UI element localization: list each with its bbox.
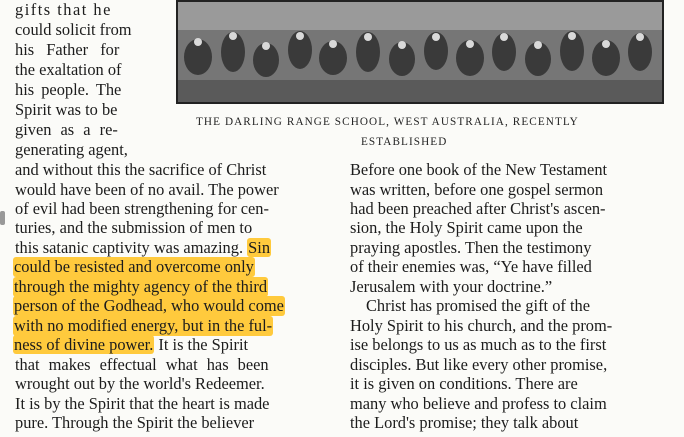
highlighted-text: ness of divine power. <box>14 335 154 354</box>
text-line: the exaltation of <box>15 60 122 79</box>
text-plain: this satanic captivity was amazing. <box>15 238 244 257</box>
text-line: that makes effectual what has been <box>15 355 269 374</box>
photo-image <box>178 2 662 102</box>
highlighted-text: person of the Godhead, who would come <box>14 296 284 315</box>
text-line: wrought out by the world's Redeemer. <box>15 374 265 393</box>
text-line: it is given on conditions. There are <box>350 374 578 393</box>
text-line: Jerusalem with your doctrine.” <box>350 277 553 296</box>
text-line: was written, before one gospel sermon <box>350 180 604 199</box>
text-line: given as a re- <box>15 120 118 139</box>
text-line: would have been of no avail. The power <box>15 180 279 199</box>
text-line: pure. Through the Spirit the believer <box>15 413 255 432</box>
text-line: Christ has promised the gift of the <box>366 296 590 315</box>
text-line: ise belongs to us as much as to the first <box>350 335 607 354</box>
text-line: the Lord's promise; they talk about <box>350 413 579 432</box>
text-line: many who believe and profess to claim <box>350 394 607 413</box>
text-line: could solicit from <box>15 20 132 39</box>
highlighted-text: through the mighty agency of the third <box>14 277 268 296</box>
text-line: Before one book of the New Testament <box>350 160 608 179</box>
text-line <box>13 335 248 355</box>
figure-caption-line1: THE DARLING RANGE SCHOOL, WEST AUSTRALIA, RECENTLY <box>196 116 579 128</box>
text-line: his people. The <box>15 80 122 99</box>
highlighted-text: Sin <box>248 238 271 257</box>
text-line: sion, the Holy Spirit came upon the <box>350 218 583 237</box>
text-line: Holy Spirit to his church, and the prom- <box>350 316 613 335</box>
text-line: of evil had been strengthening for cen- <box>15 199 269 218</box>
text-line <box>15 238 271 258</box>
text-plain: It is the Spirit <box>158 335 249 354</box>
text-line: turies, and the submission of men to <box>15 218 253 237</box>
text-line: generating agent, <box>15 140 128 159</box>
text-line: his Father for <box>15 40 120 59</box>
figure-caption-line2: ESTABLISHED <box>361 136 448 148</box>
highlighted-text: could be resisted and overcome only <box>14 257 254 276</box>
scrollbar-marker[interactable] <box>0 211 5 225</box>
highlighted-text: with no modified energy, but in the ful- <box>14 316 273 335</box>
text-line: praying apostles. Then the testimony <box>350 238 592 257</box>
text-line: Spirit was to be <box>15 100 118 119</box>
text-line: disciples. But like every other promise, <box>350 355 608 374</box>
text-line: of their enemies was, “Ye have filled <box>350 257 592 276</box>
text-line: gifts that he <box>15 0 112 19</box>
school-photograph <box>176 0 664 104</box>
text-line: It is by the Spirit that the heart is made <box>15 394 270 413</box>
text-line: and without this the sacrifice of Christ <box>15 160 267 179</box>
text-line: had been preached after Christ's ascen- <box>350 199 606 218</box>
